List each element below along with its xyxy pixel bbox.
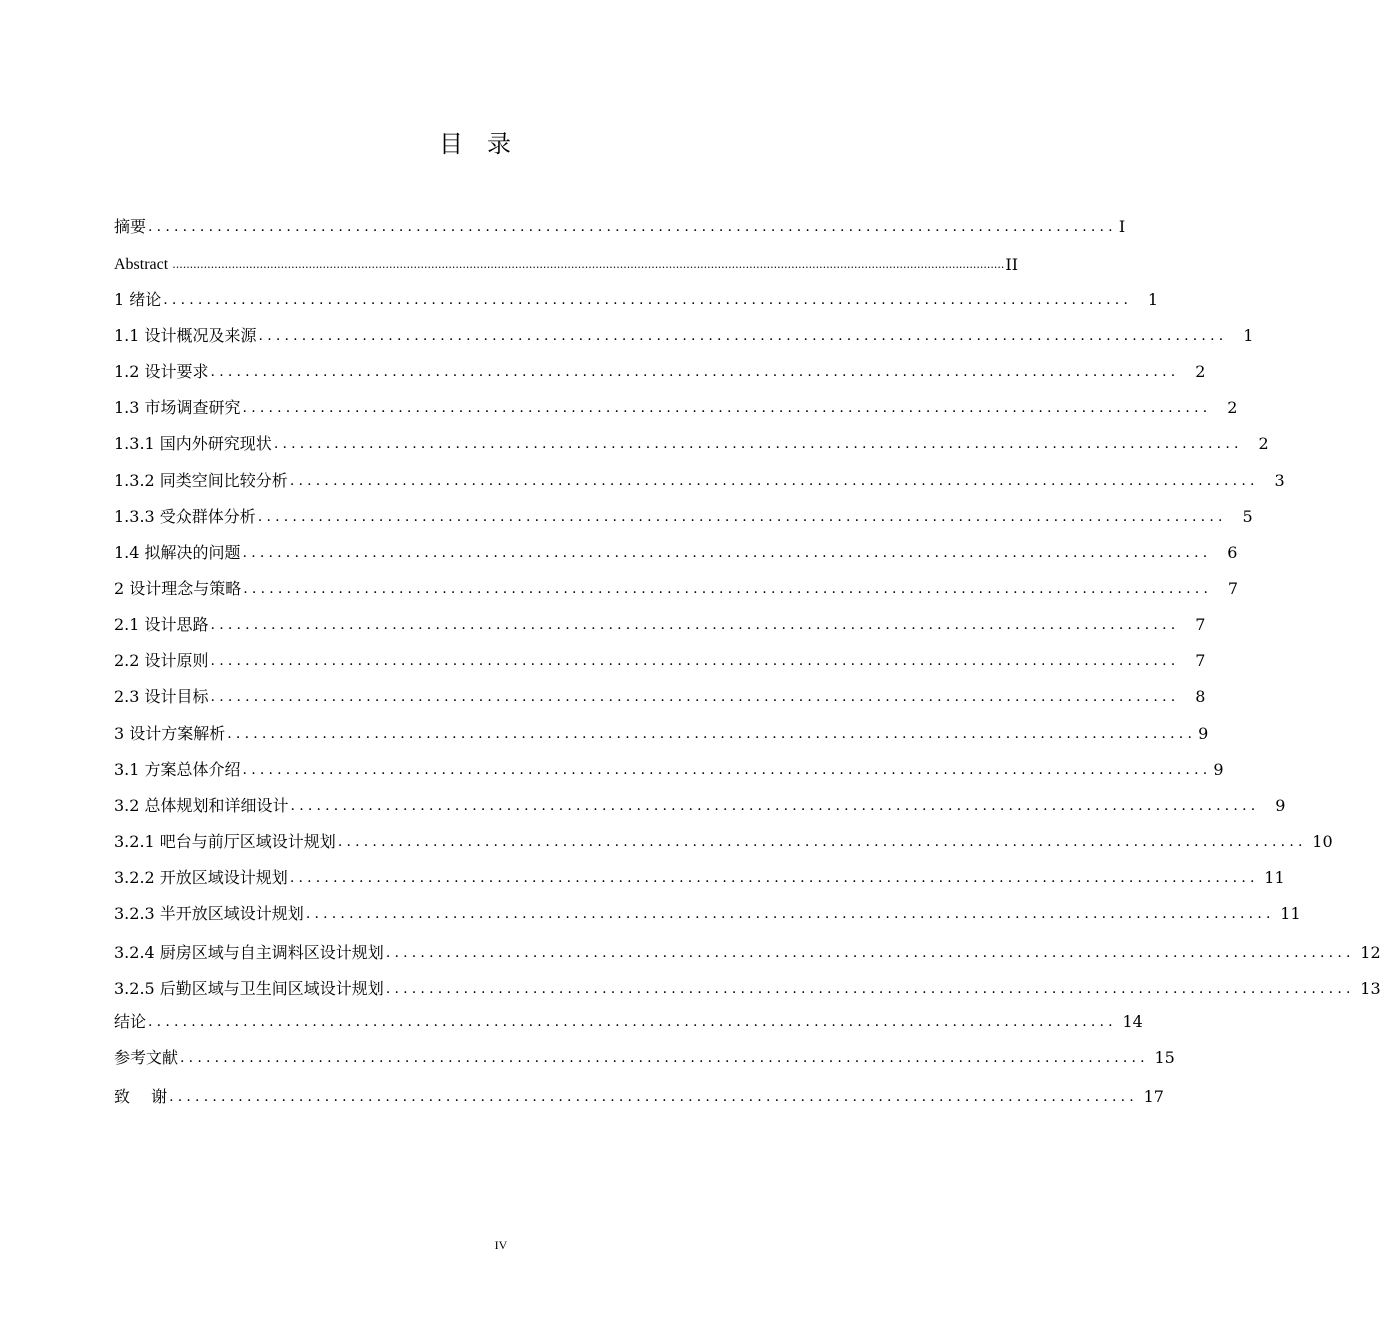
toc-entry[interactable] bbox=[114, 433, 1269, 455]
page-title: 目 录 bbox=[439, 130, 511, 158]
toc-entry-label: 2 设计理念与策略 bbox=[114, 579, 242, 598]
toc-entry[interactable] bbox=[114, 289, 1159, 311]
toc-entry-label: 3.2.1 吧台与前厅区域设计规划 bbox=[114, 832, 336, 851]
toc-entry-page: 9 bbox=[1213, 760, 1224, 779]
toc-entry-page: 10 bbox=[1312, 832, 1333, 851]
dot-leader: ................................................................................................................ bbox=[385, 945, 1355, 961]
toc-entry[interactable] bbox=[114, 1086, 1164, 1108]
toc-entry-page: 12 bbox=[1360, 943, 1381, 962]
toc-entry-label: 1.2 设计要求 bbox=[114, 362, 209, 381]
toc-entry-label: 3 设计方案解析 bbox=[114, 724, 226, 743]
dot-leader: ................................................................................................................ bbox=[290, 798, 1260, 814]
dot-leader: ................................................................................................................ bbox=[227, 726, 1197, 742]
toc-entry-label: 2.2 设计原则 bbox=[114, 651, 209, 670]
toc-entry-page: 1 bbox=[1147, 290, 1159, 309]
toc-entry-label: 2.3 设计目标 bbox=[114, 687, 209, 706]
dot-leader: ................................................................................................................ bbox=[210, 364, 1180, 380]
toc-entry[interactable] bbox=[114, 470, 1285, 492]
dot-leader: ................................................................................................................ bbox=[148, 219, 1117, 235]
toc-entry-label: 3.1 方案总体介绍 bbox=[114, 760, 241, 779]
toc-entry-page: 11 bbox=[1280, 904, 1301, 923]
toc-entry-page: 6 bbox=[1227, 543, 1238, 562]
toc-entry-page: 9 bbox=[1198, 724, 1209, 743]
toc-entry-label: Abstract bbox=[114, 256, 169, 273]
toc-entry-abstract-en[interactable] bbox=[114, 254, 1019, 276]
dot-leader: ................................................................................................................ bbox=[289, 870, 1259, 886]
dot-leader: ................................................................................................................ bbox=[243, 581, 1213, 597]
toc-entry-label: 致 谢 bbox=[114, 1087, 168, 1106]
toc-entry-label: 结论 bbox=[114, 1012, 147, 1031]
toc-entry[interactable] bbox=[114, 1047, 1175, 1069]
toc-entry[interactable] bbox=[114, 686, 1206, 708]
dot-leader: ................................................................................................................ bbox=[337, 834, 1307, 850]
toc-entry-page: 2 bbox=[1195, 362, 1206, 381]
toc-entry[interactable] bbox=[114, 397, 1238, 419]
dot-leader: ................................................................................................................ bbox=[148, 1014, 1117, 1030]
toc-entry-page: 7 bbox=[1195, 615, 1206, 634]
toc-entry-abstract-cn[interactable] bbox=[114, 216, 1126, 238]
toc-entry[interactable] bbox=[114, 942, 1381, 964]
toc-entry-label: 1.3.3 受众群体分析 bbox=[114, 507, 256, 526]
toc-entry-page: 8 bbox=[1195, 687, 1206, 706]
dot-leader: ................................................................................................................ bbox=[289, 473, 1259, 489]
toc-entry-page: 2 bbox=[1227, 398, 1238, 417]
toc-entry-page: 14 bbox=[1122, 1012, 1143, 1031]
toc-entry-page: 1 bbox=[1243, 326, 1254, 345]
toc-entry[interactable] bbox=[114, 650, 1206, 672]
toc-entry-page: 13 bbox=[1360, 979, 1381, 998]
toc-entry-page: 2 bbox=[1258, 434, 1269, 453]
toc-entry-page: 7 bbox=[1195, 651, 1206, 670]
dot-leader: ................................................................................................................ bbox=[169, 1089, 1138, 1105]
toc-entry[interactable] bbox=[114, 614, 1206, 636]
toc-entry-label: 3.2.4 厨房区域与自主调料区设计规划 bbox=[114, 943, 384, 962]
dot-leader: ................................................................................................................ bbox=[242, 762, 1212, 778]
toc-entry[interactable] bbox=[114, 867, 1285, 889]
toc-entry-label: 2.1 设计思路 bbox=[114, 615, 209, 634]
toc-entry[interactable] bbox=[114, 795, 1286, 817]
toc-entry[interactable] bbox=[114, 978, 1381, 1000]
dot-leader: ................................................................................................................ bbox=[258, 328, 1228, 344]
toc-entry[interactable] bbox=[114, 903, 1301, 925]
dot-leader: .............................................................................................................................................................................................................................................. bbox=[172, 258, 1005, 271]
dot-leader: ................................................................................................................ bbox=[180, 1050, 1149, 1066]
toc-entry-label: 参考文献 bbox=[114, 1048, 179, 1067]
toc-entry-page: 9 bbox=[1275, 796, 1286, 815]
dot-leader: ................................................................................................................ bbox=[210, 653, 1180, 669]
dot-leader: ................................................................................................................ bbox=[305, 906, 1275, 922]
toc-entry-label: 1 绪论 bbox=[114, 290, 162, 309]
toc-entry[interactable] bbox=[114, 361, 1206, 383]
dot-leader: ................................................................................................................ bbox=[163, 292, 1133, 308]
toc-entry-page: 7 bbox=[1227, 579, 1239, 598]
dot-leader: ................................................................................................................ bbox=[210, 689, 1180, 705]
toc-entry-page: 17 bbox=[1143, 1087, 1164, 1106]
toc-entry-page: 3 bbox=[1274, 471, 1285, 490]
toc-entry-page: II bbox=[1005, 255, 1019, 274]
toc-entry-label: 3.2.2 开放区域设计规划 bbox=[114, 868, 288, 887]
toc-entry-label: 1.3.1 国内外研究现状 bbox=[114, 434, 272, 453]
toc-entry[interactable] bbox=[114, 542, 1238, 564]
toc-entry[interactable] bbox=[114, 578, 1239, 600]
toc-entry-label: 摘要 bbox=[114, 217, 147, 236]
toc-entry-page: 15 bbox=[1154, 1048, 1175, 1067]
toc-entry[interactable] bbox=[114, 759, 1224, 781]
toc-entry-label: 1.3 市场调查研究 bbox=[114, 398, 241, 417]
dot-leader: ................................................................................................................ bbox=[385, 981, 1355, 997]
toc-entry-label: 1.1 设计概况及来源 bbox=[114, 326, 257, 345]
dot-leader: ................................................................................................................ bbox=[242, 545, 1212, 561]
dot-leader: ................................................................................................................ bbox=[257, 509, 1227, 525]
toc-entry-page: 11 bbox=[1264, 868, 1285, 887]
dot-leader: ................................................................................................................ bbox=[273, 436, 1243, 452]
toc-entry-label: 1.4 拟解决的问题 bbox=[114, 543, 241, 562]
toc-entry[interactable] bbox=[114, 723, 1209, 745]
toc-entry-label: 3.2.5 后勤区域与卫生间区域设计规划 bbox=[114, 979, 384, 998]
toc-entry-label: 3.2.3 半开放区域设计规划 bbox=[114, 904, 304, 923]
toc-entry[interactable] bbox=[114, 831, 1333, 853]
toc-entry[interactable] bbox=[114, 325, 1254, 347]
toc-entry-page: 5 bbox=[1242, 507, 1253, 526]
dot-leader: ................................................................................................................ bbox=[210, 617, 1180, 633]
toc-entry-page: I bbox=[1118, 217, 1126, 236]
toc-entry[interactable] bbox=[114, 506, 1253, 528]
footer-page-number: IV bbox=[494, 1238, 508, 1252]
toc-entry[interactable] bbox=[114, 1011, 1143, 1033]
dot-leader: ................................................................................................................ bbox=[242, 400, 1212, 416]
toc-entry-label: 1.3.2 同类空间比较分析 bbox=[114, 471, 288, 490]
toc-entry-label: 3.2 总体规划和详细设计 bbox=[114, 796, 289, 815]
